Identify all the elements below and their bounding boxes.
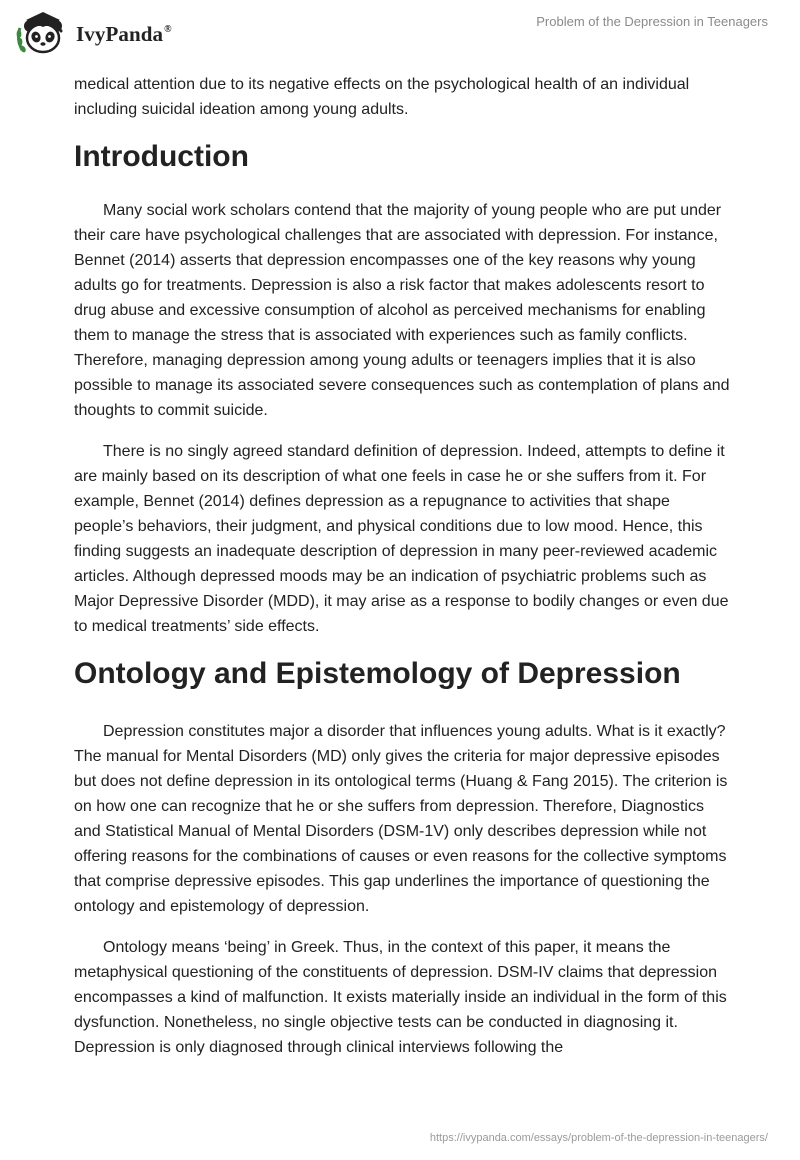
page-header bbox=[0, 0, 800, 68]
source-url-link[interactable]: https://ivypanda.com/essays/problem-of-the-depression-in-teenagers/ bbox=[429, 1132, 768, 1144]
document-title: Problem of the Depression in Teenagers bbox=[536, 14, 768, 29]
section-heading-introduction: Introduction bbox=[74, 140, 249, 173]
logo-wordmark: IvyPanda® bbox=[76, 21, 172, 46]
panda-graduate-icon bbox=[14, 8, 76, 60]
section-heading-ontology: Ontology and Epistemology of Depression bbox=[74, 657, 681, 690]
ivypanda-logo[interactable] bbox=[14, 8, 189, 60]
lead-paragraph: medical attention due to its negative effects on the psychological health of an individual including suicidal ideation among young adults. bbox=[74, 76, 690, 118]
paragraph: Depression constitutes major a disorder that influences young adults. What is it exactly? The manual for Mental Disorders (MD) only gives the criteria for major depressive episodes but does not define depression in its ontological terms (Huang & Fang 2015). The criterion is on how one can recognize that he or she suffers from depression. Therefore, Diagnostics and Statistical Manual of Mental Disorders (DSM-1V) only describes depression while not offering reasons for the combinations of causes or even reasons for the collective symptoms that comprise depressive episodes. This gap underlines the importance of questioning the ontology and epistemology of depression. bbox=[74, 723, 728, 915]
registered-mark: ® bbox=[164, 23, 172, 35]
paragraph: Many social work scholars contend that the majority of young people who are put under their care have psychological challenges that are associated with depression. For instance, Bennet (2014) asserts that depression encompasses one of the key reasons why young adults go for treatments. Depression is also a risk factor that makes adolescents resort to drug abuse and excessive consumption of alcohol as perceived mechanisms for enabling them to manage the stress that is associated with experiences such as family conflicts. Therefore, managing depression among young adults or teenagers implies that it is also possible to manage its associated severe consequences such as contemplation of plans and thoughts to commit suicide. bbox=[74, 202, 730, 419]
essay-body bbox=[74, 72, 730, 1076]
paragraph: There is no singly agreed standard definition of depression. Indeed, attempts to define it are mainly based on its description of what one feels in case he or she suffers from it. For example, Bennet (2014) defines depression as a repugnance to activities that shape people’s behaviors, their judgment, and physical conditions due to low mood. Hence, this finding suggests an inadequate description of depression in many peer-reviewed academic articles. Although depressed moods may be an indication of psychiatric problems such as Major Depressive Disorder (MDD), it may arise as a response to bodily changes or even due to medical treatments’ side effects. bbox=[74, 443, 729, 635]
paragraph: Ontology means ‘being’ in Greek. Thus, in the context of this paper, it means the metaphysical questioning of the constituents of depression. DSM-IV claims that depression encompasses a kind of malfunction. It exists materially inside an individual in the form of this dysfunction. Nonetheless, no single objective tests can be conducted in diagnosing it. Depression is only diagnosed through clinical interviews following the bbox=[74, 939, 727, 1056]
